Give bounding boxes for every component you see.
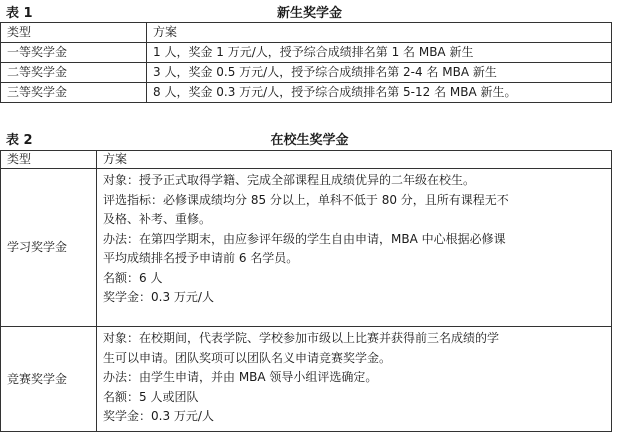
plan-line: 对象：授予正式取得学籍、完成全部课程且成绩优异的二年级在校生。 [103,173,476,187]
plan-line: 及格、补考、重修。 [103,212,212,226]
table-row [1,327,612,432]
table1-label: 表 1 [6,6,33,21]
plan-line: 名额：6 人 [103,270,163,285]
plan-line: 名额：5 人或团队 [103,389,199,404]
plan-line: 奖学金：0.3 万元/人 [103,290,214,304]
table2-plan-cell [97,327,612,432]
table1-plan-cell: 3 人，奖金 0.5 万元/人，授予综合成绩排名第 2-4 名 MBA 新生 [147,63,612,83]
table2-type-cell: 竞赛奖学金 [1,327,97,432]
table1-caption [0,0,619,20]
plan-line: 平均成绩排名授予申请前 6 名学员。 [103,251,299,265]
plan-line: 评选指标：必修课成绩均分 85 分以上，单科不低于 80 分，且所有课程无不 [103,192,509,207]
table1 [0,22,612,103]
table1-type-cell: 二等奖学金 [1,63,147,83]
table1-header-plan: 方案 [147,23,612,43]
table1-plan-cell: 8 人，奖金 0.3 万元/人，授予综合成绩排名第 5-12 名 MBA 新生。 [147,83,612,103]
table2-label: 表 2 [6,133,33,148]
plan-line: 办法：由学生申请，并由 MBA 领导小组评选确定。 [103,370,378,384]
table1-header-row [1,23,612,43]
table-row [1,83,612,103]
table2-header-type: 类型 [1,151,97,169]
table2-header-row [1,151,612,169]
plan-line: 奖学金：0.3 万元/人 [103,409,214,423]
table1-title: 新生奖学金 [276,6,342,21]
table1-plan-cell: 1 人，奖金 1 万元/人，授予综合成绩排名第 1 名 MBA 新生 [147,43,612,63]
table2-header-plan: 方案 [97,151,612,169]
table2-type-cell: 学习奖学金 [1,169,97,327]
table2 [0,150,612,432]
table-row [1,169,612,327]
table1-type-cell: 一等奖学金 [1,43,147,63]
table2-caption [0,127,619,147]
table-row [1,43,612,63]
table2-title: 在校生奖学金 [270,133,349,148]
plan-line: 生可以申请。团队奖项可以团队名义申请竞赛奖学金。 [103,350,392,365]
table2-plan-cell [97,169,612,327]
table-row [1,63,612,83]
table1-type-cell: 三等奖学金 [1,83,147,103]
plan-line: 对象：在校期间，代表学院、学校参加市级以上比赛并获得前三名成绩的学 [103,331,500,345]
plan-line: 办法：在第四学期末，由应参评年级的学生自由申请，MBA 中心根据必修课 [103,231,506,246]
table1-header-type: 类型 [1,23,147,43]
